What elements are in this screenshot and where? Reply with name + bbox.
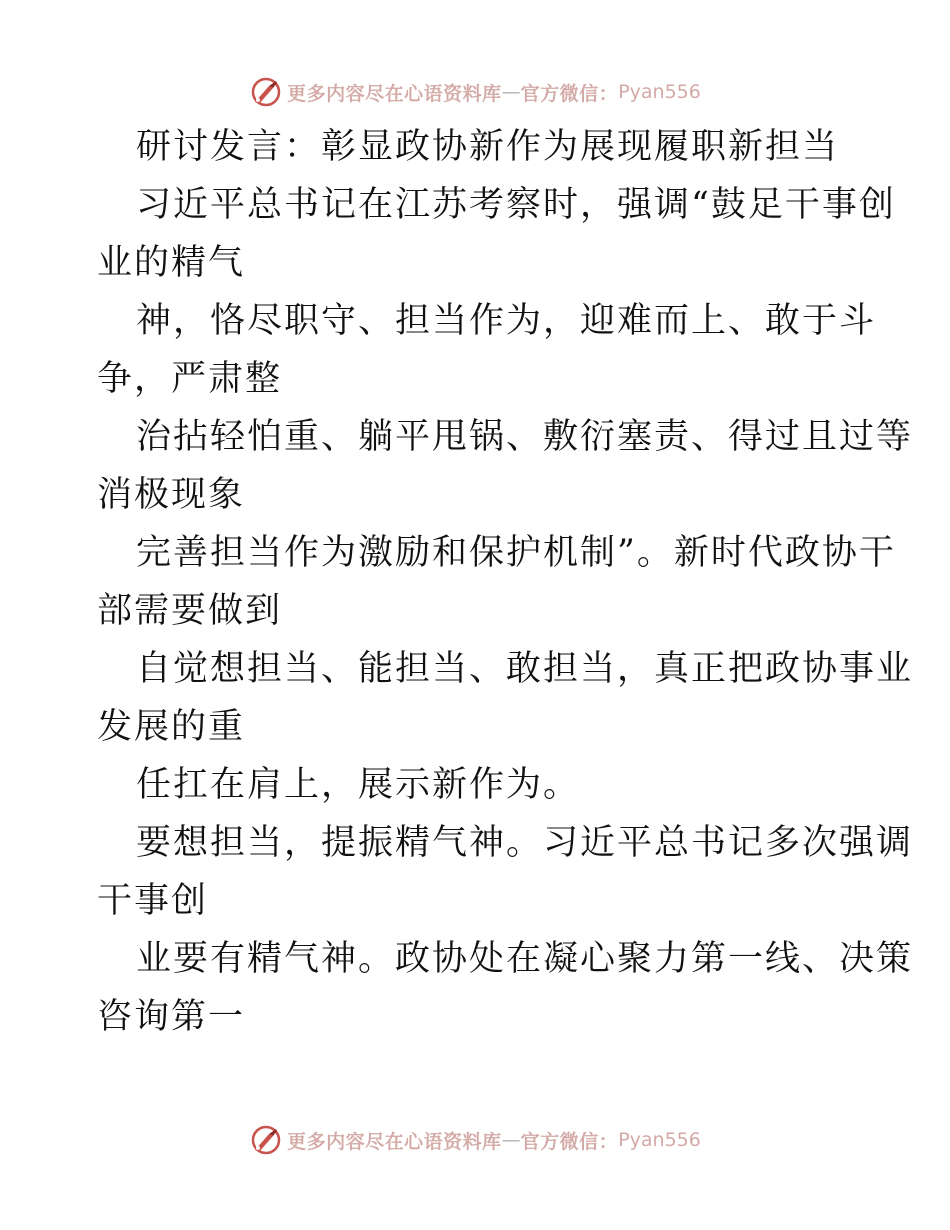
watermark-text: 更多内容尽在心语资料库 <box>287 82 502 105</box>
text-line: 争，严肃整 <box>97 359 283 399</box>
pen-logo-icon <box>249 1123 283 1157</box>
text-line: 要想担当，提振精气神。习近平总书记多次强调 <box>136 823 914 863</box>
document-body <box>97 118 914 1046</box>
watermark-handle: Pyan556 <box>618 81 701 103</box>
header-watermark <box>0 72 950 112</box>
text-line: 发展的重 <box>97 707 246 747</box>
watermark-separator: — <box>501 1129 521 1151</box>
text-line: 完善担当作为激励和保护机制”。新时代政协干 <box>136 533 896 573</box>
pen-logo-icon <box>249 75 283 109</box>
text-line: 神，恪尽职守、担当作为，迎难而上、敢于斗 <box>136 301 877 341</box>
text-line: 部需要做到 <box>97 591 283 631</box>
text-line: 自觉想担当、能担当、敢担当，真正把政协事业 <box>136 649 914 689</box>
text-line: 干事创 <box>97 881 209 921</box>
watermark-label: 官方微信： <box>520 82 619 105</box>
watermark-handle: Pyan556 <box>618 1129 701 1151</box>
footer-watermark <box>0 1120 950 1160</box>
text-line: 业的精气 <box>97 243 246 283</box>
text-line: 业要有精气神。政协处在凝心聚力第一线、决策 <box>136 939 914 979</box>
text-line: 习近平总书记在江苏考察时，强调“鼓足干事创 <box>136 185 896 225</box>
document-title: 研讨发言：彰显政协新作为展现履职新担当 <box>136 127 840 167</box>
watermark-label: 官方微信： <box>520 1130 619 1153</box>
text-line: 咨询第一 <box>97 997 246 1037</box>
text-line: 消极现象 <box>97 475 246 515</box>
watermark-text: 更多内容尽在心语资料库 <box>287 1130 502 1153</box>
text-line: 治拈轻怕重、躺平甩锅、敷衍塞责、得过且过等 <box>136 417 914 457</box>
watermark-separator: — <box>501 81 521 103</box>
text-line: 任扛在肩上，展示新作为。 <box>136 765 581 805</box>
